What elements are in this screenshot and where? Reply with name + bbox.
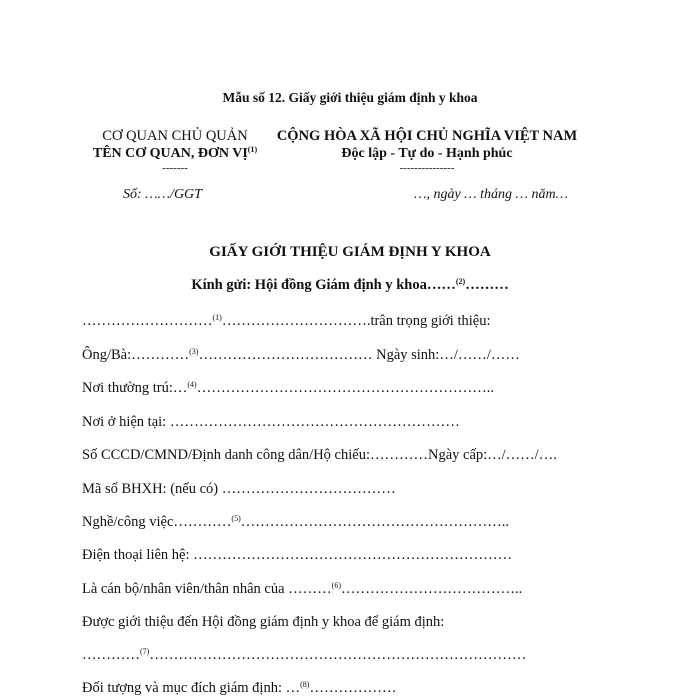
form-line-text: ……………………… [82,313,213,329]
form-line [82,380,494,397]
form-line-continuation: ………………………….trân trọng giới thiệu: [221,313,491,329]
form-line-text: Ông/Bà:………… [82,347,190,363]
form-line-continuation: …………………………………………………………………… [149,647,527,663]
form-line-text: Được giới thiệu đến Hội đồng giám định y khoa để giám định: [82,614,445,630]
form-line [82,481,396,498]
motto-rule: --------------- [399,162,455,174]
agency-parent: CƠ QUAN CHỦ QUẢN [102,128,248,144]
agency-rule: ------- [162,162,188,174]
footnote-marker: (7) [140,647,150,656]
agency-name-note: (1) [247,145,258,154]
form-line-text: Là cán bộ/nhân viên/thân nhân của ……… [82,581,332,597]
recipient-note: (2) [455,277,466,286]
form-line [82,547,512,564]
form-line-continuation: ……………………………………………….. [240,514,509,530]
country-name: CỘNG HÒA XÃ HỘI CHỦ NGHĨA VIỆT NAM [276,128,578,144]
form-line [82,514,509,531]
footnote-marker: (6) [331,581,341,590]
form-line [82,581,522,598]
document-title: GIẤY GIỚI THIỆU GIÁM ĐỊNH Y KHOA [209,244,491,260]
form-line-text: Nơi ở hiện tại: …………………………………………………… [82,414,460,430]
form-line [82,414,460,431]
agency-name [70,146,280,162]
form-line-continuation: …………………………………………………….. [196,380,494,396]
form-line-text: Mã số BHXH: (nếu có) ……………………………… [82,481,396,497]
form-line-continuation: ……………………………….. [340,581,523,597]
form-line-text: Nghề/công việc………… [82,514,232,530]
form-line [82,647,526,664]
form-line-continuation: ……………………………… Ngày sinh:…/……/…… [198,347,520,363]
document-date: …, ngày … tháng … năm… [414,187,569,202]
footnote-marker: (1) [212,313,222,322]
form-line-text: Số CCCD/CMND/Định danh công dân/Hộ chiếu:…………Ngày cấp:…/……/…. [82,447,557,463]
recipient-suffix: ……… [465,277,509,293]
motto: Độc lập - Tự do - Hạnh phúc [341,146,513,161]
form-line-text: Đối tượng và mục đích giám định: … [82,680,301,696]
form-line [82,614,444,631]
form-title: Mẫu số 12. Giấy giới thiệu giám định y khoa [222,90,478,105]
document-number: Số: ……/GGT [123,187,202,202]
form-line [82,313,490,330]
form-line [82,347,520,364]
form-line-text: Điện thoại liên hệ: ………………………………………………………… [82,547,513,563]
form-line-text: ………… [82,647,140,663]
form-line-text: Nơi thường trú:… [82,380,188,396]
footnote-marker: (3) [189,347,199,356]
footnote-marker: (8) [300,680,310,689]
form-line-continuation: ……………… [309,680,397,696]
form-line [82,447,557,464]
footnote-marker: (5) [231,514,241,523]
form-line [82,680,396,697]
recipient-prefix: Kính gửi: Hội đồng Giám định y khoa…… [191,277,456,293]
recipient-line [0,277,700,294]
footnote-marker: (4) [187,380,197,389]
agency-name-text: TÊN CƠ QUAN, ĐƠN VỊ [92,146,248,161]
